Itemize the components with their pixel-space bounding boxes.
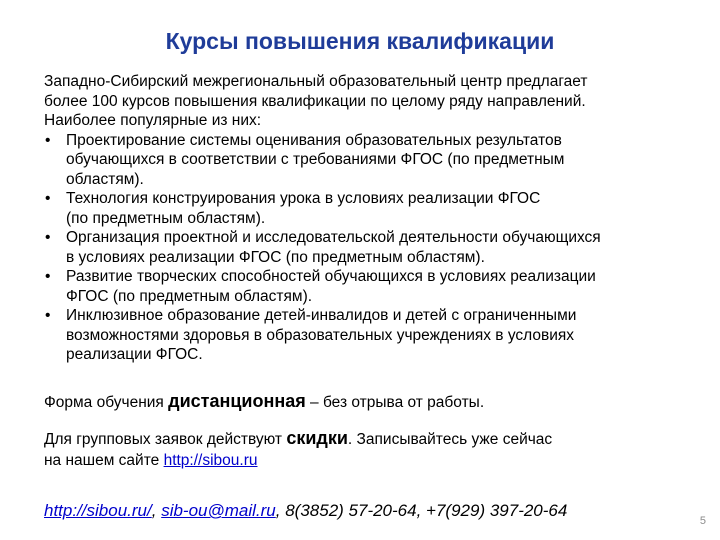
bullet-icon: • [45,190,51,207]
contact-separator: , [151,501,162,520]
contact-site-link[interactable]: http://sibou.ru/ [44,501,152,520]
course-line: Инклюзивное образование детей-инвалидов и детей с ограниченными [66,307,577,324]
discount-emphasis: скидки [286,428,348,448]
course-item [44,228,674,267]
study-form-emphasis: дистанционная [168,391,306,411]
course-item [44,306,674,365]
intro-paragraph [44,72,674,131]
group-prefix: Для групповых заявок действуют [44,431,287,448]
course-line: Организация проектной и исследовательской деятельности обучающихся [66,229,601,246]
study-form-suffix: – без отрыва от работы. [305,394,485,411]
course-item [44,131,674,190]
slide-title: Курсы повышения квалификации [165,28,555,54]
course-line: областям). [66,170,144,188]
group-discount-line [44,428,552,450]
contact-phones: 8(3852) 57-20-64, +7(929) 397-20-64 [285,501,568,520]
bullet-icon: • [45,229,51,246]
bullet-icon: • [45,131,51,149]
contacts-line [44,500,567,522]
contact-separator: , [275,501,286,520]
site-prefix: на нашем сайте [44,452,164,469]
course-line: (по предметным областям). [66,209,266,227]
bullet-icon: • [45,307,51,324]
intro-line: Западно-Сибирский межрегиональный образовательный центр предлагает [44,73,588,90]
group-suffix: . Записывайтесь уже сейчас [347,431,553,448]
course-line: возможностями здоровья в образовательных учреждениях в условиях [66,326,575,344]
course-list [44,131,674,365]
slide-number: 5 [699,515,706,527]
study-form-line [44,390,484,414]
intro-line: Наиболее популярные из них: [44,112,262,129]
contact-email-link[interactable]: sib-ou@mail.ru [161,501,276,520]
course-item [44,189,674,228]
course-line: реализации ФГОС. [66,346,203,363]
group-discount-block [44,428,552,471]
site-link[interactable]: http://sibou.ru [163,452,258,469]
bullet-icon: • [45,268,51,285]
intro-line: более 100 курсов повышения квалификации по целому ряду направлений. [44,92,586,110]
slide-body [44,72,674,365]
course-line: обучающихся в соответствии с требованиями ФГОС (по предметным [66,151,565,168]
course-item [44,267,674,306]
course-line: Технология конструирования урока в условиях реализации ФГОС [66,190,541,207]
course-line: Развитие творческих способностей обучающихся в условиях реализации [66,268,596,285]
course-line: в условиях реализации ФГОС (по предметным областям). [66,248,485,266]
study-form-prefix: Форма обучения [44,394,169,411]
site-line [44,450,552,471]
course-line: Проектирование системы оценивания образовательных результатов [66,131,562,149]
course-line: ФГОС (по предметным областям). [66,287,313,305]
